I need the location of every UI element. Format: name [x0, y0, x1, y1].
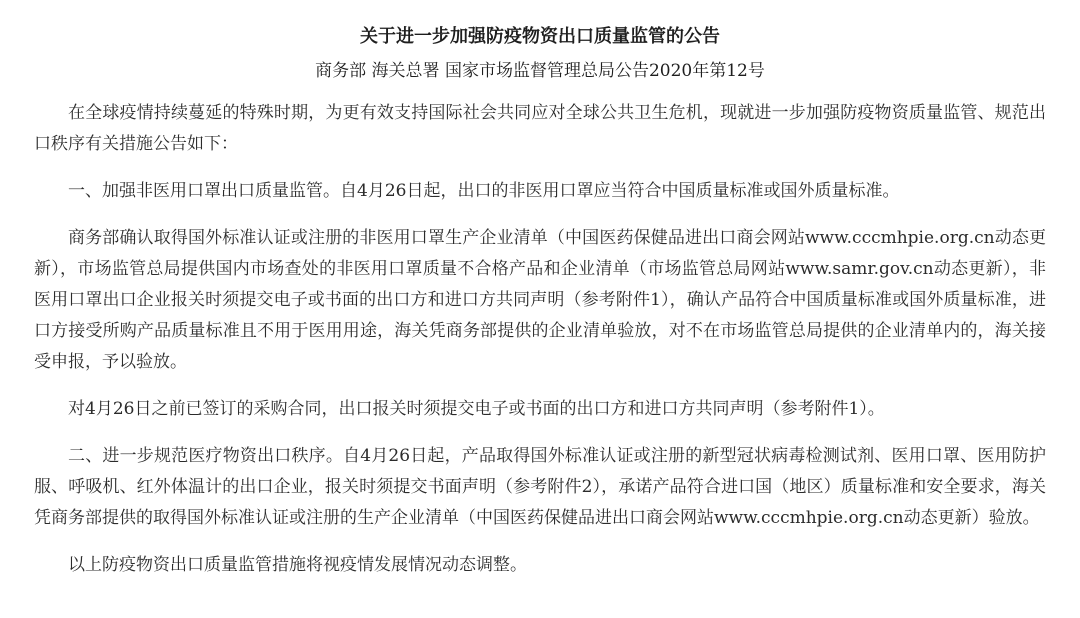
- paragraph-section-1: 一、加强非医用口罩出口质量监管。自4月26日起，出口的非医用口罩应当符合中国质量标准或国外质量标准。: [68, 181, 900, 201]
- paragraph-mask-details: 商务部确认取得国外标准认证或注册的非医用口罩生产企业清单（中国医药保健品进出口商会网站www.cccmhpie.org.cn动态更新），市场监管总局提供国内市场查处的非医用口罩质量不合格产品和企业清单（市场监管总局网站www.samr.gov.cn动态更新），非医用口罩出口企业报关时须提交电子或书面的出口方和进口方共同声明（参考附件1），确认产品符合中国质量标准或国外质量标准，进口方接受所购产品质量标准且不用于医用用途，海关凭商务部提供的企业清单验放，对不在市场监管总局提供的企业清单内的，海关接受申报，予以验放。: [34, 228, 1046, 372]
- document-body: [34, 98, 1046, 581]
- paragraph-contract-note: 对4月26日之前已签订的采购合同，出口报关时须提交电子或书面的出口方和进口方共同声明（参考附件1）。: [68, 399, 885, 419]
- document-title: 关于进一步加强防疫物资出口质量监管的公告: [360, 26, 720, 47]
- paragraph-closing: 以上防疫物资出口质量监管措施将视疫情发展情况动态调整。: [68, 555, 527, 575]
- document-subtitle: 商务部 海关总署 国家市场监督管理总局公告2020年第12号: [315, 61, 765, 81]
- paragraph-section-2: 二、进一步规范医疗物资出口秩序。自4月26日起，产品取得国外标准认证或注册的新型冠状病毒检测试剂、医用口罩、医用防护服、呼吸机、红外体温计的出口企业，报关时须提交书面声明（参考附件2），承诺产品符合进口国（地区）质量标准和安全要求，海关凭商务部提供的取得国外标准认证或注册的生产企业清单（中国医药保健品进出口商会网站www.cccmhpie.org.cn动态更新）验放。: [34, 446, 1046, 528]
- paragraph-intro: 在全球疫情持续蔓延的特殊时期，为更有效支持国际社会共同应对全球公共卫生危机，现就进一步加强防疫物资质量监管、规范出口秩序有关措施公告如下：: [34, 103, 1046, 154]
